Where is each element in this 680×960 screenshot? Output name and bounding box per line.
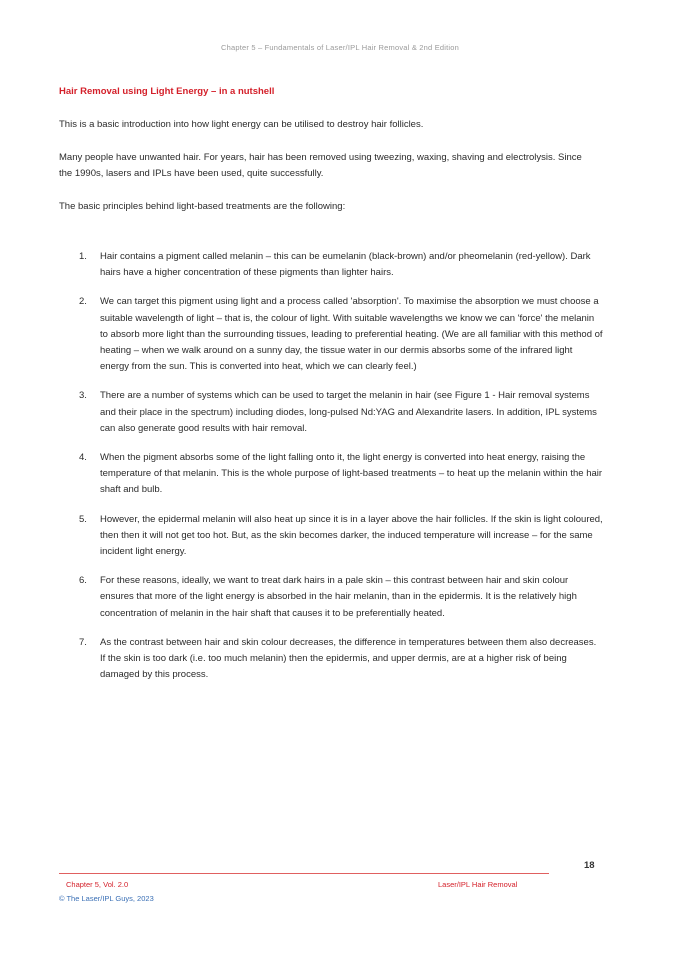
- page-number: 18: [584, 860, 595, 871]
- list-item: [59, 249, 604, 281]
- list-number: 1.: [79, 251, 87, 262]
- list-number: 7.: [79, 636, 87, 648]
- running-header: Chapter 5 – Fundamentals of Laser/IPL Hair Removal & 2nd Edition: [220, 43, 460, 52]
- intro-paragraph: This is a basic introduction into how light energy can be utilised to destroy hair follicles.: [59, 119, 424, 130]
- list-text: When the pigment absorbs some of the light falling onto it, the light energy is converted into heat energy, raising the temperature of that melanin. This is the whole purpose of light-based treatments – to heat up the melanin within the hair shaft and bulb.: [100, 452, 603, 496]
- principles-intro: The basic principles behind light-based treatments are the following:: [59, 201, 346, 212]
- list-number: 3.: [79, 390, 87, 402]
- list-text: We can target this pigment using light and a process called 'absorption'. To maximise the absorption we must choose a suitable wavelength of light – that is, the colour of light. With suitable wavelengths we know we can 'force' the melanin to absorb more light than the surrounding tissues, leading to preferential heating. (We are all familiar with this method of heating – when we walk around on a sunny day, the tissue water in our dermis absorbs some of the infrared light energy from the sun. This is converted into heat, which we can clearly feel.): [100, 296, 603, 373]
- list-text: Hair contains a pigment called melanin – this can be eumelanin (black-brown) and/or pheomelanin (red-yellow). Dark hairs have a higher concentration of these pigments than lighter hairs.: [100, 251, 591, 279]
- list-text: There are a number of systems which can be used to target the melanin in hair (see Figure 1 - Hair removal systems and their place in the spectrum) including diodes, long-pulsed Nd:YAG and Alexandrite lasers. In addition, IPL systems can also generate good results with hair removal.: [100, 390, 597, 434]
- footer-copyright: © The Laser/IPL Guys, 2023: [59, 894, 154, 903]
- list-item: [59, 635, 604, 684]
- list-item: [59, 512, 604, 561]
- list-item: [59, 573, 604, 622]
- list-number: 2.: [79, 296, 87, 308]
- history-paragraph: Many people have unwanted hair. For years, hair has been removed using tweezing, waxing, shaving and electrolysis. Since the 1990s, lasers and IPLs have been used, quite successfully.: [59, 152, 582, 179]
- list-number: 5.: [79, 513, 87, 525]
- principles-list: [59, 249, 604, 696]
- list-item: [59, 388, 604, 437]
- list-text: However, the epidermal melanin will also heat up since it is in a layer above the hair follicles. If the skin is light coloured, then then it will not get too hot. But, as the skin becomes darker, the induced temperature will increase – for the same incident light energy.: [100, 513, 603, 558]
- list-text: As the contrast between hair and skin colour decreases, the difference in temperatures between them also decreases. If the skin is too dark (i.e. too much melanin) then the epidermis, and upper dermis, are at a higher risk of being damaged by this process.: [100, 636, 597, 681]
- list-item: [59, 450, 604, 499]
- section-title: Hair Removal using Light Energy – in a nutshell: [59, 86, 275, 97]
- list-number: 6.: [79, 575, 87, 587]
- footer-chapter: Chapter 5, Vol. 2.0: [66, 880, 129, 889]
- list-number: 4.: [79, 452, 87, 464]
- footer-topic: Laser/IPL Hair Removal: [438, 880, 518, 889]
- list-text: For these reasons, ideally, we want to treat dark hairs in a pale skin – this contrast between hair and skin colour ensures that more of the light energy is absorbed in the hair melanin, than in the epidermis. It is the relatively high concentration of melanin in the hair shaft that causes it to be preferentially heated.: [100, 575, 577, 619]
- list-item: [59, 294, 604, 375]
- footer-divider: [59, 873, 549, 874]
